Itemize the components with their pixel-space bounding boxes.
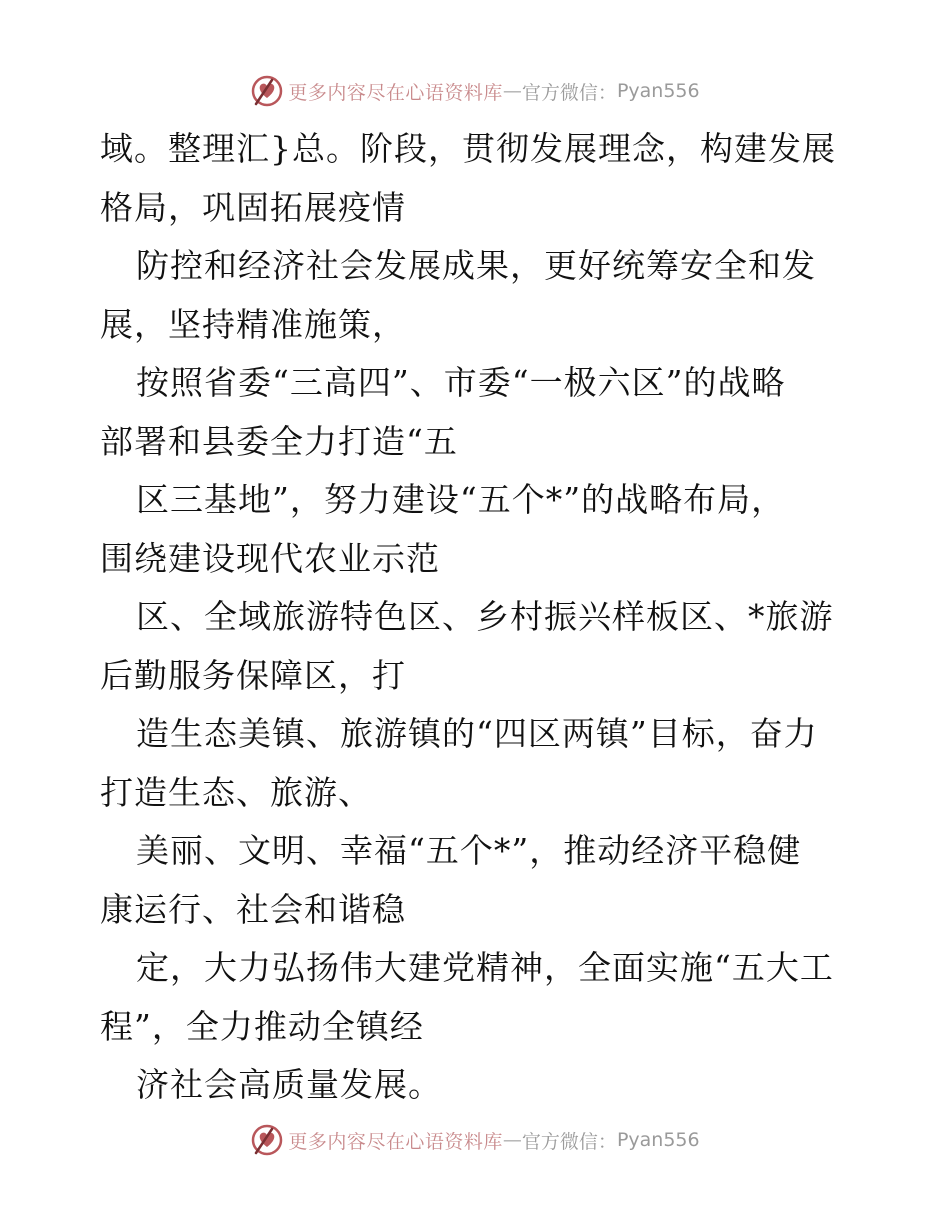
body-line: 打造生态、旅游、: [100, 772, 372, 812]
watermark-separator: —: [502, 80, 522, 102]
heart-pen-logo-icon: [250, 1123, 284, 1157]
body-line: 展，坚持精准施策，: [100, 304, 406, 344]
body-line: 后勤服务保障区，打: [100, 655, 406, 695]
body-line: 造生态美镇、旅游镇的“四区两镇”目标，奋力: [136, 714, 818, 753]
watermark-separator: —: [502, 1129, 522, 1151]
body-line: 区三基地”，努力建设“五个*”的战略布局，: [136, 480, 786, 519]
watermark-wechat-label: 官方微信：: [521, 1130, 617, 1153]
watermark-site-text: 更多内容尽在心语资料库: [288, 1130, 503, 1153]
body-line: 美丽、文明、幸福“五个*”，推动经济平稳健: [136, 831, 802, 870]
body-line: 格局，巩固拓展疫情: [100, 187, 406, 227]
body-line: 域。整理汇}总。阶段，贯彻发展理念，构建发展: [100, 129, 836, 168]
body-line: 按照省委“三高四”、市委“一极六区”的战略: [136, 363, 786, 402]
body-line: 围绕建设现代农业示范: [100, 538, 440, 578]
watermark-wechat-id: Pyan556: [616, 1129, 700, 1151]
footer-watermark: [0, 1123, 950, 1157]
body-line: 济社会高质量发展。: [136, 1065, 442, 1104]
body-line: 防控和经济社会发展成果，更好统筹安全和发: [136, 246, 816, 285]
body-line: 康运行、社会和谐稳: [100, 889, 406, 929]
header-watermark: [0, 74, 950, 108]
body-line: 区、全域旅游特色区、乡村振兴样板区、*旅游: [136, 597, 834, 636]
heart-pen-logo-icon: [250, 74, 284, 108]
document-body: [100, 120, 880, 1115]
body-line: 程”，全力推动全镇经: [100, 1006, 424, 1046]
watermark-wechat-label: 官方微信：: [521, 81, 617, 104]
body-line: 定，大力弘扬伟大建党精神，全面实施“五大工: [136, 948, 834, 987]
watermark-wechat-id: Pyan556: [616, 80, 700, 102]
body-line: 部署和县委全力打造“五: [100, 421, 458, 461]
watermark-site-text: 更多内容尽在心语资料库: [288, 81, 503, 104]
